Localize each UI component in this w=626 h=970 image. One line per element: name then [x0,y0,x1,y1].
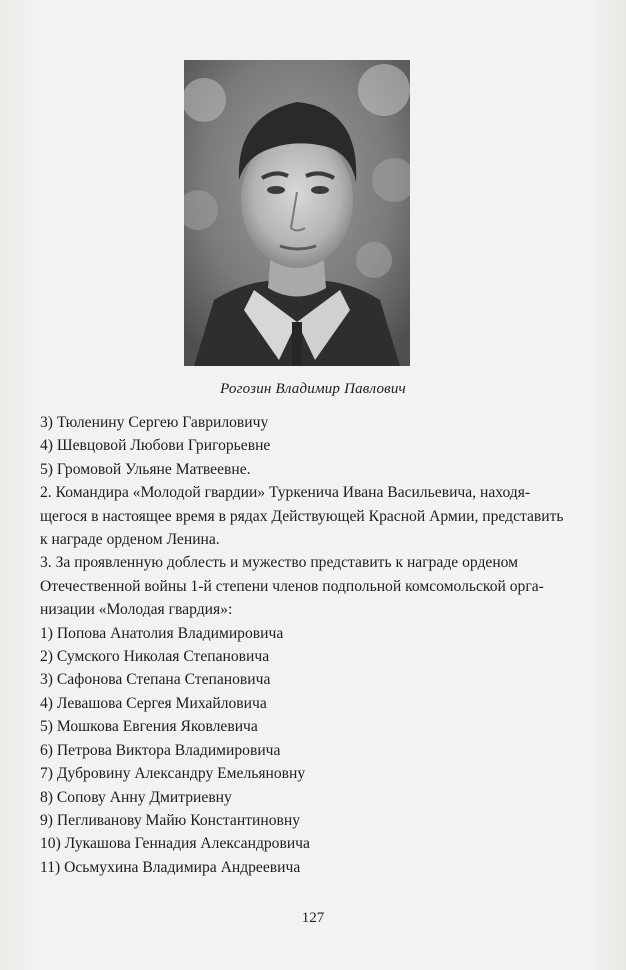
paragraph-2 [40,481,600,551]
body-text [40,411,600,879]
list-item: 11) Осьмухина Владимира Андреевича [40,858,301,876]
paragraph-3 [40,551,600,621]
list-item: 10) Лукашова Геннадия Александровича [40,835,310,853]
list-item: 5) Мошкова Евгения Яковлевича [40,718,258,736]
text-line: низации «Молодая гвардия»: [40,601,233,619]
text-line: 3. За проявленную доблесть и мужество представить к награде орденом [40,554,519,572]
text-line: щегося в настоящее время в рядах Действующей Красной Армии, представить [40,507,564,525]
list-item: 6) Петрова Виктора Владимировича [40,741,281,759]
page-number: 127 [301,910,325,926]
list-item: 5) Громовой Ульяне Матвеевне. [40,460,251,478]
text-line: 2. Командира «Молодой гвардии» Туркенича Ивана Васильевича, находя- [40,484,531,502]
photo-caption: Рогозин Владимир Павлович [220,381,406,397]
list-item: 7) Дубровину Александру Емельяновну [40,765,306,783]
list-item: 9) Пегливанову Майю Константиновну [40,811,300,829]
list-item: 3) Сафонова Степана Степановича [40,671,271,689]
text-line: к награде орденом Ленина. [40,531,220,549]
list-item: 3) Тюленину Сергею Гавриловичу [40,414,269,431]
list-item: 8) Сопову Анну Дмитриевну [40,788,232,806]
list-item: 4) Левашова Сергея Михайловича [40,694,267,712]
list-item: 2) Сумского Николая Степановича [40,648,270,666]
text-line: Отечественной войны 1-й степени членов подпольной комсомольской орга- [40,577,544,595]
list-item: 1) Попова Анатолия Владимировича [40,624,284,642]
list-item: 4) Шевцовой Любови Григорьевне [40,437,271,455]
portrait-photo [184,60,410,366]
